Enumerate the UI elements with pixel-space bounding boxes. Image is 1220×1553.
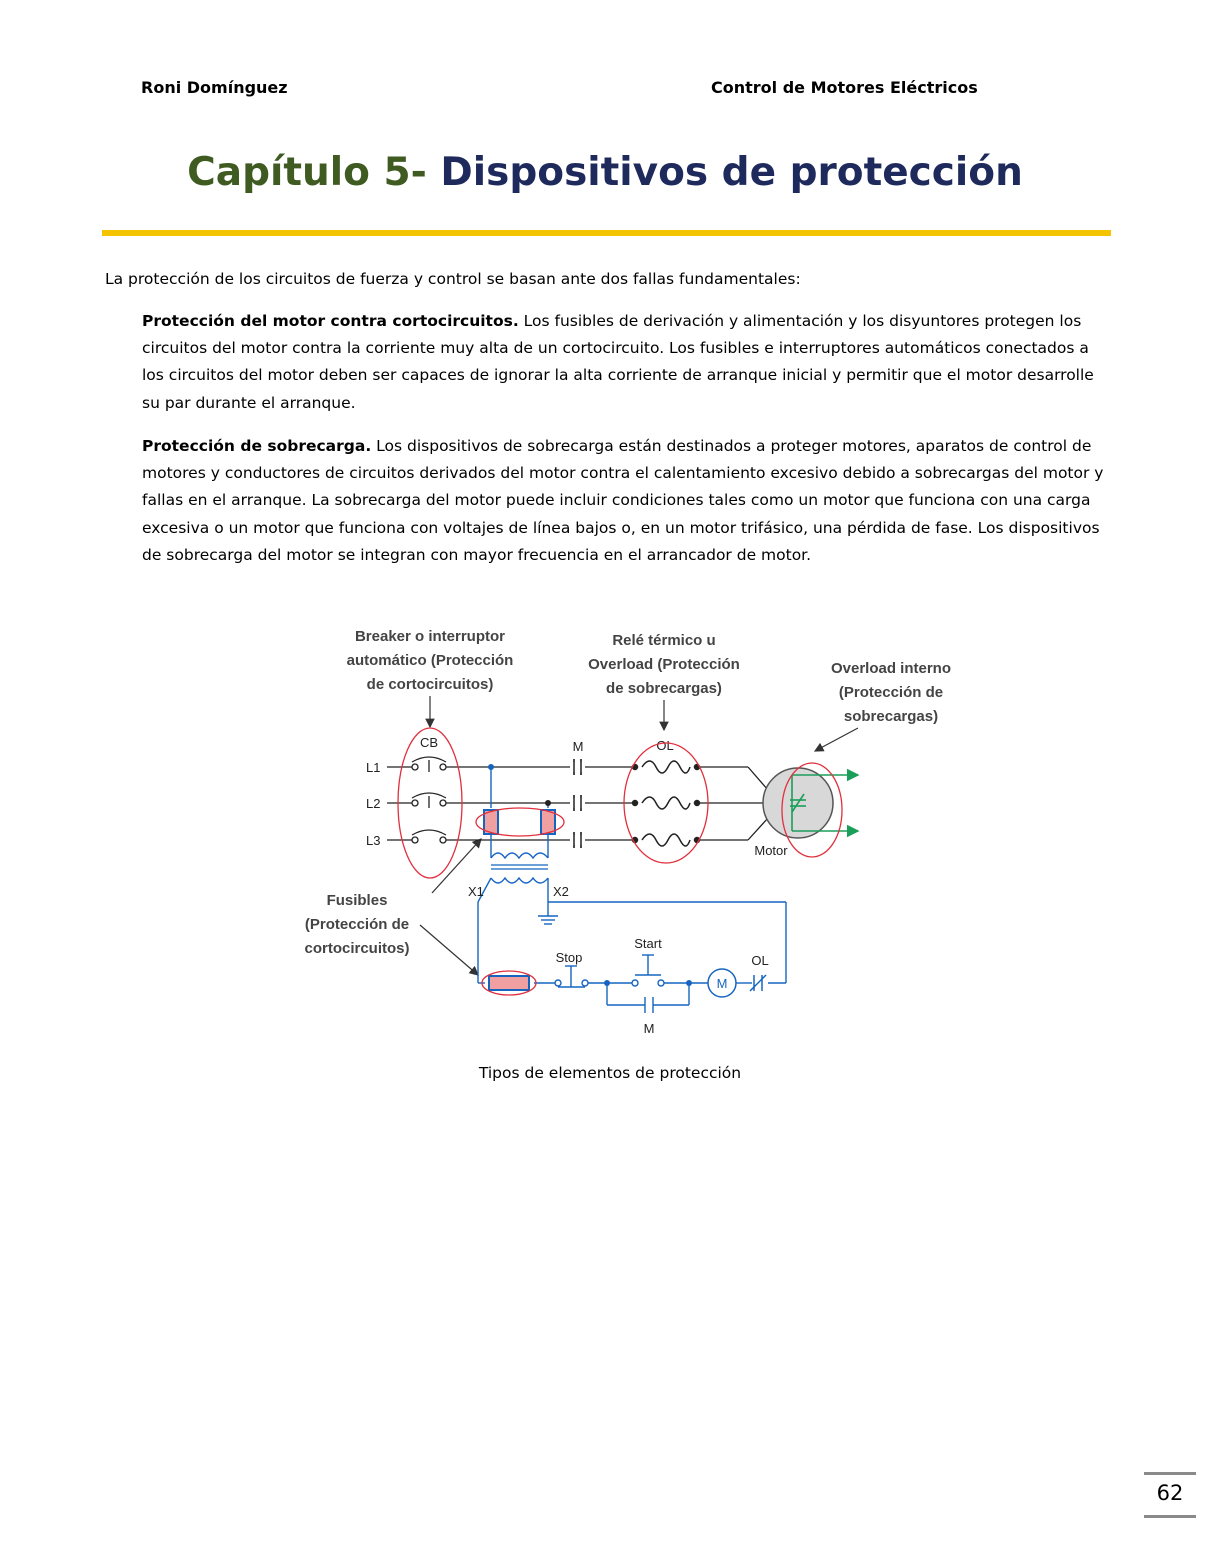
svg-text:sobrecargas): sobrecargas): [843, 708, 939, 725]
auxiliary-contact-label: M: [643, 1021, 655, 1036]
intro-paragraph: La protección de los circuitos de fuerza y control se basan ante dos fallas fundamentales:: [105, 270, 801, 288]
stop-label: Stop: [555, 950, 583, 965]
page-number-box: [1144, 1472, 1196, 1518]
section-body: Los fusibles de derivación y alimentación y los disyuntores protegen los circuitos del motor contra la corriente muy alta de un cortocircuito. Los fusibles e interruptores automáticos conectados a los circuitos del motor deben ser capaces de ignorar la alta corriente de arranque inicial y permitir que el motor desarrolle su par durante el arranque.: [142, 312, 1094, 412]
l3-label: L3: [366, 833, 381, 848]
title-divider: [102, 230, 1111, 236]
internal-overload-callout: [831, 660, 951, 725]
page-number-rule-top: [1144, 1472, 1196, 1475]
control-circuit: [478, 902, 786, 1013]
x1-label: X1: [468, 884, 484, 899]
section-heading: Protección del motor contra cortocircuitos.: [142, 312, 519, 330]
svg-text:automático (Protección: automático (Protección: [346, 652, 514, 669]
control-transformer: [478, 767, 786, 924]
section-short-circuit: [142, 308, 1112, 417]
svg-text:de sobrecargas): de sobrecargas): [606, 680, 722, 697]
breaker-callout: [347, 628, 514, 693]
page-number-rule-bottom: [1144, 1515, 1196, 1518]
cb-label: CB: [419, 735, 439, 750]
svg-text:cortocircuitos): cortocircuitos): [304, 940, 410, 957]
contactor-label: M: [572, 739, 584, 754]
section-heading: Protección de sobrecarga.: [142, 437, 372, 455]
fuse-arrow-bottom: [420, 925, 478, 975]
overload-relay-callout: [588, 632, 740, 697]
svg-text:Overload (Protección: Overload (Protección: [588, 656, 740, 673]
control-fuse: [489, 976, 529, 990]
breaker-contacts: [412, 757, 446, 843]
svg-text:Overload interno: Overload interno: [830, 660, 952, 677]
section-overload: [142, 433, 1112, 569]
svg-text:Breaker o interruptor: Breaker o interruptor: [354, 628, 506, 645]
svg-text:Relé térmico u: Relé térmico u: [612, 632, 716, 649]
svg-text:(Protección de: (Protección de: [838, 684, 944, 701]
protection-circuit-diagram: [290, 615, 952, 1045]
stop-pushbutton: [555, 966, 588, 987]
svg-text:Fusibles: Fusibles: [326, 892, 388, 909]
section-body: Los dispositivos de sobrecarga están destinados a proteger motores, aparatos de control de motores y conductores de circuitos derivados del motor contra el calentamiento excesivo debido a sobrecargas del motor y fallas en el arranque. La sobrecarga del motor puede incluir condiciones tales como un motor que funciona con una carga excesiva o un motor que funciona con voltajes de línea bajos o, en un motor trifásico, una pérdida de fase. Los dispositivos de sobrecarga del motor se integran con mayor frecuencia en el arrancador de motor.: [142, 437, 1104, 564]
l1-label: L1: [366, 760, 381, 775]
primary-fuses: [484, 810, 555, 834]
header-book-title: Control de Motores Eléctricos: [711, 78, 978, 97]
chapter-title: [0, 150, 1210, 195]
start-pushbutton: [632, 955, 664, 986]
figure-caption: Tipos de elementos de protección: [478, 1064, 742, 1082]
svg-text:(Protección de: (Protección de: [304, 916, 410, 933]
l2-label: L2: [366, 796, 381, 811]
page-number: 62: [1156, 1481, 1184, 1505]
coil-label: M: [716, 976, 728, 991]
chapter-name: Dispositivos de protección: [440, 150, 1023, 195]
overload-contact-label: OL: [751, 953, 769, 968]
x2-label: X2: [553, 884, 569, 899]
svg-text:de cortocircuitos): de cortocircuitos): [366, 676, 494, 693]
fuses-callout: [304, 892, 409, 957]
start-label: Start: [634, 936, 662, 951]
chapter-number: Capítulo 5-: [187, 150, 427, 195]
overload-label: OL: [656, 738, 674, 753]
internal-arrow: [815, 728, 858, 751]
motor-label: Motor: [754, 843, 788, 858]
header-author: Roni Domínguez: [141, 78, 288, 97]
overload-contact: [750, 975, 766, 991]
